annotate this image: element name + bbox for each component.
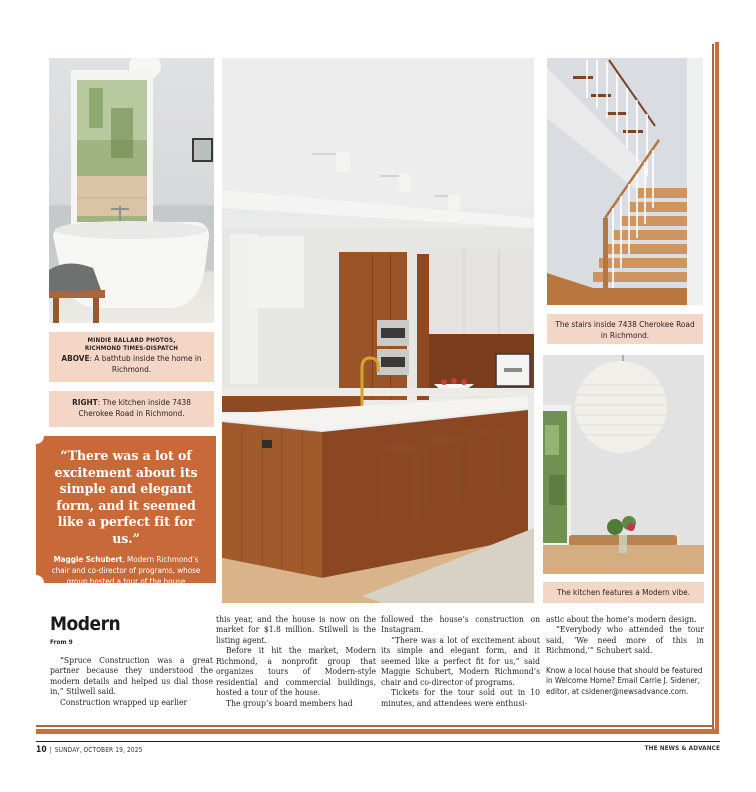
caption-right-text (59, 397, 204, 418)
article-paragraph: The group’s board members had (226, 698, 353, 709)
caption-right-label: RIGHT (72, 397, 98, 407)
pull-quote-text: “There was a lot of excitement about its simple and elegant form, and it seemed like a perfect fit for us.” (54, 448, 198, 546)
article-tagline: Know a local house that should be featured in Welcome Home? Email Carrie J. Sidener, editor, at csidener@newsadvance.com. (546, 665, 703, 696)
article-paragraph: Construction wrapped up earlier (60, 697, 188, 708)
article-paragraph: followed the house’s construction on Instagram. (381, 615, 540, 636)
article-paragraph: astic about the home’s modern design. (546, 615, 697, 625)
article-headline: Modern (50, 613, 121, 635)
caption-stairs (547, 314, 703, 344)
folio-separator: | (49, 746, 52, 754)
caption-above-text (55, 353, 208, 374)
article-paragraph: “There was a lot of excitement about its simple and elegant form, and it seemed like a perfect fit for us,” said Maggie Schubert, Modern Richmond’s chair and co-director of programs. (381, 635, 540, 688)
article-paragraph: “Spruce Construction was a great partner because they understood the modern details and helped us dial those in,” Stilwell said. (50, 656, 213, 698)
footer-folio (36, 744, 142, 754)
footer-rule (36, 741, 720, 742)
article-paragraph: this year, and the house is now on the market for $1.8 million. Stilwell is the listing agent. (216, 615, 376, 646)
caption-above (49, 332, 214, 382)
article-paragraph: Before it hit the market, Modern Richmond, a nonprofit group that organizes tours of Modern-style residential and commercial buildings, hosted a tour of the house. (216, 646, 376, 699)
article-paragraph: Tickets for the tour sold out in 10 minutes, and attendees were enthusi- (381, 688, 540, 709)
photo-dining (543, 355, 704, 574)
caption-dining-text: The kitchen features a Modern vibe. (556, 587, 691, 597)
caption-above-body: : A bathtub inside the home in Richmond. (89, 353, 202, 374)
caption-right-body: : The kitchen inside 7438 Cherokee Road in Richmond. (78, 397, 191, 418)
pull-quote-notch (28, 428, 44, 444)
caption-above-label: ABOVE (61, 353, 90, 363)
frame-rule-right-thick (715, 42, 719, 734)
pull-quote-notch (28, 575, 44, 591)
article-paragraph: “Everybody who attended the tour said, ‘We need more of this in Richmond,’” Schubert said. (546, 625, 704, 657)
photo-bathtub (49, 58, 214, 323)
photo-credit-line1: MINDIE BALLARD PHOTOS, (87, 337, 176, 344)
frame-rule-right-thin (712, 44, 714, 729)
page-number: 10 (36, 744, 47, 754)
pull-quote-attribution (44, 554, 208, 587)
article-jump-line: From 9 (50, 638, 73, 646)
frame-rule-bottom-thin (36, 725, 714, 727)
publication-name: THE NEWS & ADVANCE (644, 744, 720, 752)
caption-stairs-text: The stairs inside 7438 Cherokee Road in Richmond. (555, 319, 695, 340)
article-column-4 (546, 615, 704, 697)
pull-quote-name: Maggie Schubert (53, 554, 123, 564)
pull-quote (36, 436, 216, 586)
photo-kitchen (222, 58, 534, 603)
article-column-1 (50, 656, 213, 708)
pull-quote-title: , Modern Richmond’s chair and co-director of programs, whose group hosted a tour of the house (51, 554, 201, 586)
frame-rule-bottom-thick (36, 729, 719, 734)
article-column-2 (216, 615, 376, 709)
caption-dining (543, 582, 704, 603)
article-column-3 (381, 615, 540, 709)
issue-date: SUNDAY, OCTOBER 19, 2025 (54, 746, 143, 754)
caption-right (49, 391, 214, 427)
photo-credit-line2: RICHMOND TIMES-DISPATCH (84, 345, 179, 352)
photo-stairs (547, 58, 703, 305)
